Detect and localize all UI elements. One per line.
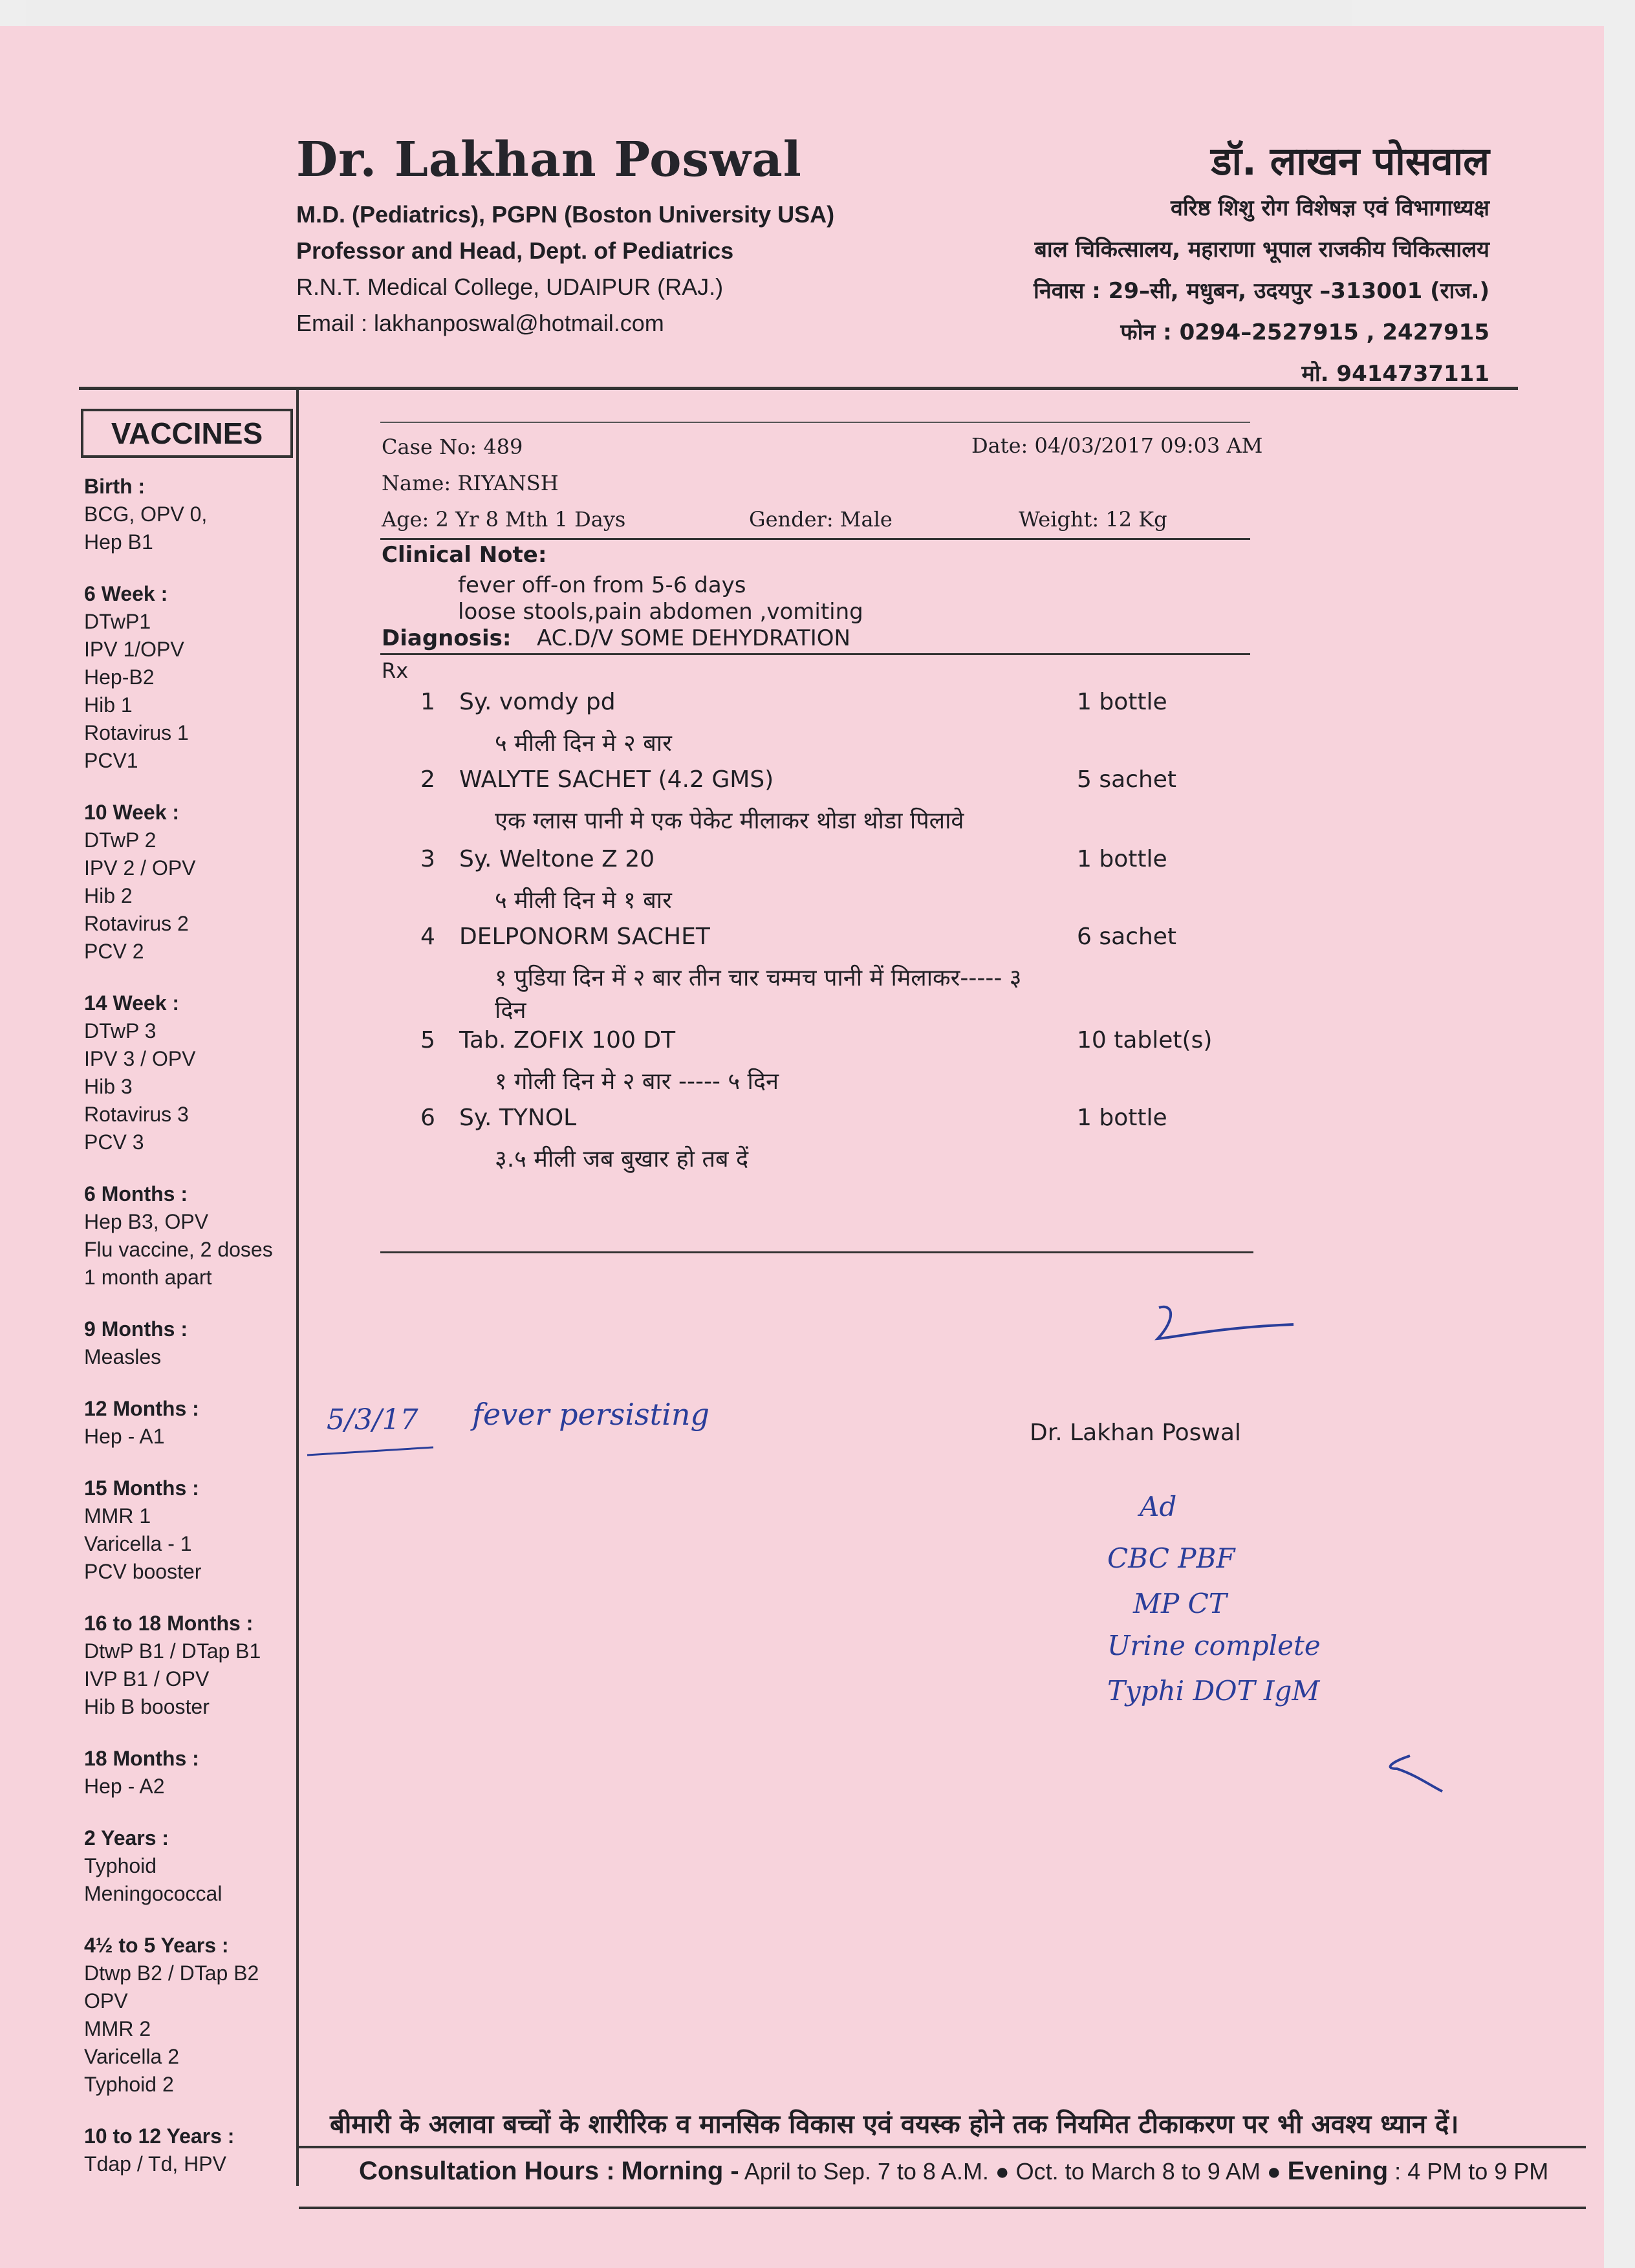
handwritten-underline <box>304 1436 446 1462</box>
clinical-note-label: Clinical Note: <box>382 542 547 568</box>
vaccine-group-title: 2 Years : <box>84 1826 169 1850</box>
vaccine-item: DtwP B1 / DTap B1 <box>84 1639 261 1663</box>
hindi-doctor-name: डॉ. लाखन पोसवाल <box>1211 139 1489 184</box>
vaccine-item: OPV <box>84 1989 128 2013</box>
clinical-note-line-2: loose stools,pain abdomen ,vomiting <box>458 599 863 625</box>
footer-advice: बीमारी के अलावा बच्चों के शारीरिक व मानसिक विकास एवं वयस्क होने तक नियमित टीकाकरण पर भी अवश्य ध्यान दें। <box>330 2110 1459 2139</box>
vaccine-item: IPV 3 / OPV <box>84 1047 196 1070</box>
designation: Professor and Head, Dept. of Pediatrics <box>296 237 734 264</box>
vaccine-group-title: 15 Months : <box>84 1476 199 1500</box>
vaccine-item: Hep - A1 <box>84 1425 165 1448</box>
handwritten-investigation: Typhi DOT IgM <box>1107 1675 1320 1707</box>
visit-date: Date: 04/03/2017 09:03 AM <box>971 433 1263 458</box>
vaccine-item: PCV booster <box>84 1560 202 1583</box>
vaccine-item: PCV1 <box>84 749 138 772</box>
letterhead-left <box>296 132 835 341</box>
vaccine-group-title: 14 Week : <box>84 991 180 1015</box>
handwritten-mark <box>1365 1740 1455 1798</box>
vaccine-item: DTwP1 <box>84 610 151 633</box>
vaccine-item: Measles <box>84 1345 162 1368</box>
hindi-designation: वरिष्ठ शिशु रोग विशेषज्ञ एवं विभागाध्यक्ष <box>1171 195 1489 221</box>
medicine-name: Sy. Weltone Z 20 <box>459 846 655 872</box>
rx-label: Rx <box>382 658 409 683</box>
vaccine-group-title: 6 Months : <box>84 1182 188 1205</box>
diagnosis-text: AC.D/V SOME DEHYDRATION <box>537 625 850 651</box>
vaccine-group-title: 18 Months : <box>84 1747 199 1770</box>
medicine-quantity: 10 tablet(s) <box>1077 1027 1213 1053</box>
vaccine-item: Hib 3 <box>84 1075 133 1098</box>
vaccine-group-title: 6 Week : <box>84 582 168 605</box>
medicine-directions: ५ मीली दिन मे १ बार <box>495 887 672 914</box>
prescription-number: 3 <box>420 846 435 872</box>
prescription-number: 6 <box>420 1105 435 1131</box>
vaccine-group-title: 10 to 12 Years : <box>84 2124 235 2148</box>
email: Email : lakhanposwal@hotmail.com <box>296 310 664 336</box>
morning-label: Morning - <box>621 2157 739 2185</box>
patient-name: Name: RIYANSH <box>382 471 559 495</box>
vaccine-item: Rotavirus 2 <box>84 912 189 935</box>
vaccine-group <box>84 1394 304 1451</box>
evening-hours: : 4 PM to 9 PM <box>1388 2158 1549 2185</box>
patient-bottom-rule <box>380 538 1250 540</box>
vaccine-item: Typhoid 2 <box>84 2073 174 2096</box>
vaccine-group-title: 4½ to 5 Years : <box>84 1934 229 1957</box>
patient-age: Age: 2 Yr 8 Mth 1 Days <box>382 507 626 532</box>
hindi-mobile: मो. 9414737111 <box>1301 361 1489 387</box>
vaccine-group <box>84 2122 304 2178</box>
vaccine-item: MMR 1 <box>84 1504 151 1528</box>
medicine-directions: ५ मीली दिन मे २ बार <box>495 730 672 757</box>
vaccine-item: Hib B booster <box>84 1695 210 1718</box>
signature-name: Dr. Lakhan Poswal <box>1030 1420 1241 1446</box>
vaccine-item: Hib 1 <box>84 693 133 717</box>
hindi-hospital: बाल चिकित्सालय, महाराणा भूपाल राजकीय चिकित्सालय <box>1034 237 1489 263</box>
vaccine-group-title: 10 Week : <box>84 801 180 824</box>
hindi-phone: फोन : 0294–2527915 , 2427915 <box>1120 319 1489 345</box>
patient-weight: Weight: 12 Kg <box>1019 507 1167 532</box>
handwritten-investigation: Urine complete <box>1107 1630 1321 1661</box>
prescription-number: 5 <box>420 1027 435 1053</box>
vaccine-item: DTwP 2 <box>84 828 157 852</box>
medicine-quantity: 1 bottle <box>1077 689 1167 715</box>
vaccine-item: Dtwp B2 / DTap B2 <box>84 1961 259 1985</box>
vaccine-item: Rotavirus 1 <box>84 721 189 744</box>
vaccine-item: IVP B1 / OPV <box>84 1667 210 1690</box>
vaccine-item: Hep B3, OPV <box>84 1210 209 1233</box>
vaccines-title: VACCINES <box>81 409 293 458</box>
doctor-signature <box>1145 1300 1339 1371</box>
vaccine-group <box>84 1824 304 1908</box>
medicine-name: DELPONORM SACHET <box>459 923 710 950</box>
doctor-name: Dr. Lakhan Poswal <box>296 132 802 188</box>
medicine-quantity: 1 bottle <box>1077 846 1167 872</box>
vaccine-item: BCG, OPV 0, <box>84 502 208 526</box>
vaccine-group <box>84 472 304 556</box>
vaccine-group <box>84 989 304 1156</box>
vaccine-item: IPV 2 / OPV <box>84 856 196 880</box>
vaccine-schedule <box>84 472 304 2201</box>
vaccine-item: PCV 3 <box>84 1130 144 1154</box>
vaccine-item: Meningococcal <box>84 1882 222 1905</box>
paper-background-edge <box>26 0 1352 26</box>
prescription-number: 1 <box>420 689 435 715</box>
vaccine-group <box>84 1315 304 1371</box>
vaccine-group <box>84 1931 304 2099</box>
hours-label: Consultation Hours : <box>359 2157 615 2185</box>
vaccine-item: Hep-B2 <box>84 665 155 689</box>
case-number: Case No: 489 <box>382 435 523 459</box>
hindi-address: निवास : 29–सी, मधुबन, उदयपुर –313001 (राज.) <box>1034 278 1489 304</box>
handwritten-investigation: MP CT <box>1133 1588 1227 1619</box>
medicine-quantity: 5 sachet <box>1077 766 1177 793</box>
handwritten-investigation: Ad <box>1140 1491 1177 1522</box>
vaccine-group <box>84 579 304 775</box>
medicine-name: WALYTE SACHET (4.2 GMS) <box>459 766 774 793</box>
medicine-name: Tab. ZOFIX 100 DT <box>459 1027 676 1053</box>
vaccine-item: MMR 2 <box>84 2017 151 2040</box>
vaccine-item: Typhoid <box>84 1854 157 1877</box>
evening-label: Evening <box>1287 2157 1389 2185</box>
medicine-name: Sy. vomdy pd <box>459 689 616 715</box>
footer-rule-top <box>299 2146 1586 2148</box>
consultation-hours <box>359 2157 1548 2186</box>
vaccine-item: Hep B1 <box>84 530 153 554</box>
medicine-directions-continued: दिन <box>495 997 526 1024</box>
clinical-note-line-1: fever off-on from 5-6 days <box>458 572 746 598</box>
handwritten-note-text: fever persisting <box>472 1397 709 1432</box>
vaccine-group-title: Birth : <box>84 475 146 498</box>
footer-rule-bottom <box>299 2207 1586 2209</box>
medicine-quantity: 6 sachet <box>1077 923 1177 950</box>
vaccine-item: Varicella - 1 <box>84 1532 192 1555</box>
vaccine-item: Rotavirus 3 <box>84 1103 189 1126</box>
medicine-quantity: 1 bottle <box>1077 1105 1167 1131</box>
vaccine-group <box>84 1180 304 1291</box>
vaccine-item: DTwP 3 <box>84 1019 157 1042</box>
vaccine-group <box>84 1744 304 1800</box>
medicine-directions: १ पुडिया दिन में २ बार तीन चार चम्मच पानी में मिलाकर----- ३ <box>495 965 1022 991</box>
vaccine-group-title: 12 Months : <box>84 1397 199 1420</box>
vaccine-item: Varicella 2 <box>84 2045 180 2068</box>
prescription-number: 4 <box>420 923 435 950</box>
handwritten-investigation: CBC PBF <box>1107 1542 1235 1574</box>
medicine-name: Sy. TYNOL <box>459 1105 577 1131</box>
vaccine-group <box>84 798 304 966</box>
qualification: M.D. (Pediatrics), PGPN (Boston University USA) <box>296 201 835 228</box>
vaccine-item: Hib 2 <box>84 884 133 907</box>
vaccine-group-title: 16 to 18 Months : <box>84 1612 254 1635</box>
prescription-number: 2 <box>420 766 435 793</box>
medicine-directions: एक ग्लास पानी मे एक पेकेट मीलाकर थोडा थोडा पिलावे <box>495 808 964 834</box>
vaccine-item: Hep - A2 <box>84 1775 165 1798</box>
medicine-directions: ३.५ मीली जब बुखार हो तब दें <box>495 1146 749 1172</box>
college: R.N.T. Medical College, UDAIPUR (RAJ.) <box>296 274 724 300</box>
vaccine-item: IPV 1/OPV <box>84 638 184 661</box>
patient-top-rule <box>380 422 1250 423</box>
vaccine-item: Flu vaccine, 2 doses <box>84 1238 273 1261</box>
medicine-directions: १ गोली दिन मे २ बार ----- ५ दिन <box>495 1068 779 1095</box>
vaccine-item: PCV 2 <box>84 940 144 963</box>
letterhead-right <box>1034 136 1489 394</box>
patient-gender: Gender: Male <box>749 507 893 532</box>
morning-hours: April to Sep. 7 to 8 A.M. ● Oct. to March 8 to 9 AM ● <box>739 2158 1288 2185</box>
handwritten-note-date: 5/3/17 <box>327 1403 418 1436</box>
vaccine-item: 1 month apart <box>84 1266 212 1289</box>
prescription-end-rule <box>380 1251 1253 1253</box>
vaccine-item: Tdap / Td, HPV <box>84 2152 226 2176</box>
diagnosis-label: Diagnosis: <box>382 625 512 651</box>
header-rule <box>79 387 1518 390</box>
vaccine-group <box>84 1609 304 1721</box>
vaccine-group <box>84 1474 304 1586</box>
vaccine-group-title: 9 Months : <box>84 1317 188 1341</box>
diagnosis-rule <box>380 653 1250 655</box>
